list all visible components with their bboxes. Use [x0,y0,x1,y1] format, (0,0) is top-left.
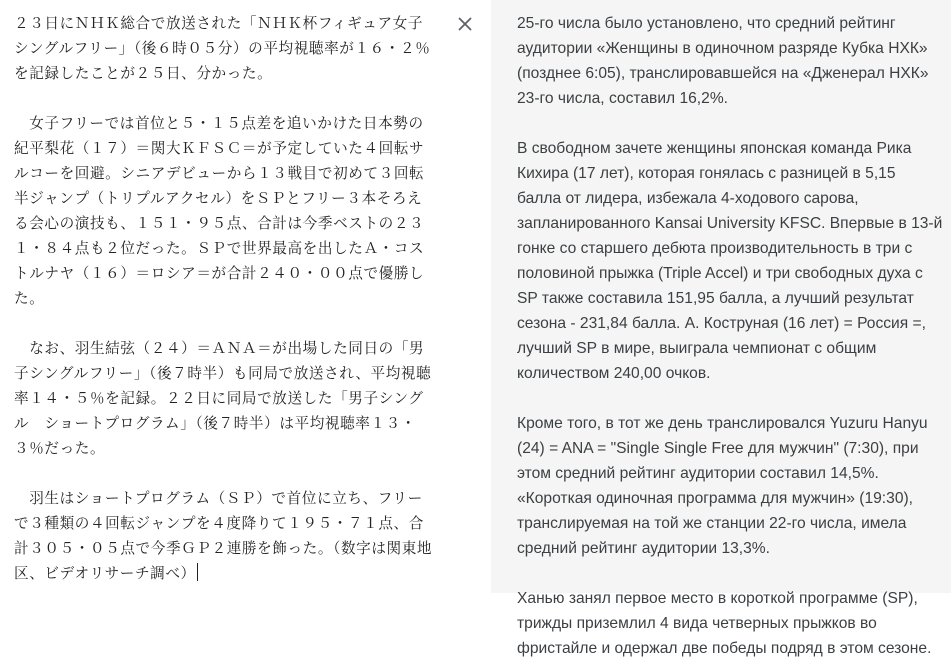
text-caret [197,563,198,581]
close-icon [457,16,473,32]
translation-pane [491,0,951,657]
source-text: ２３日にＮＨＫ総合で放送された「ＮＨＫ杯フィギュア女子シングルフリー」（後６時０５分）の平均視聴率が１６・２％を記録したことが２５日、分かった。 女子フリーでは首位と５・１５点差を追いかけた日本勢の紀平梨花（１７）＝関大ＫＦＳＣ＝が予定していた４回転サルコーを回避。シニアデビューから１３戦目で初めて３回転半ジャンプ（トリプルアクセル）をＳＰとフリー３本そろえる会心の演技も、１５１・９５点、合計は今季ベストの２３１・８４点も２位だった。ＳＰで世界最高を出したＡ・コストルナヤ（１６）＝ロシア＝が合計２４０・００点で優勝した。 なお、羽生結弦（２４）＝ＡＮＡ＝が出場した同日の「男子シングルフリー」（後７時半）も同局で放送され、平均視聴率１４・５％を記録。２２日に同局で放送した「男子シングル ショートプログラム」（後７時半）は平均視聴率１３・３％だった。 羽生はショートプログラム（ＳＰ）で首位に立ち、フリーで３種類の４回転ジャンプを４度降りて１９５・７１点、合計３０５・０５点で今季ＧＰ２連勝を飾った。（数字は関東地区、ビデオリサーチ調べ） [14,15,433,582]
translation-text: 25-го числа было установлено, что средний рейтинг аудитории «Женщины в одиночном разряде Кубка НХК» (позднее 6:05), транслировавшейся на «Дженерал НХК» 23-го числа, составил 16,2%. В свободном зачете женщины японская команда Рика Кихира (17 лет), которая гонялась с разницей в 5,15 балла от лидера, избежала 4-ходового сарова, запланированного Kansai University KFSC. Впервые в 13-й гонке со старшего дебюта производительность в три с половиной прыжка (Triple Accel) и три свободных духа с SP также составила 151,95 балла, а лучший результат сезона - 231,84 балла. А. Коструная (16 лет) = Россия =, лучший SP в мире, выиграла чемпионат с общим количеством 240,00 очков. Кроме того, в тот же день транслировался Yuzuru Hanyu (24) = ANA = "Single Single Free для мужчин" (7:30), при этом средний рейтинг аудитории составил 14,5%. «Короткая одиночная программа для мужчин» (19:30), транслируемая на той же станции 22-го числа, имела средний рейтинг аудитории 13,3%. Ханью занял первое место в короткой программе (SP), трижды приземлил 4 вида четверных прыжков во фристайле и одержал две победы подряд в этом сезоне. [517,15,943,657]
source-textarea[interactable] [14,11,434,586]
source-pane[interactable] [0,0,491,593]
clear-source-button[interactable] [451,10,479,38]
